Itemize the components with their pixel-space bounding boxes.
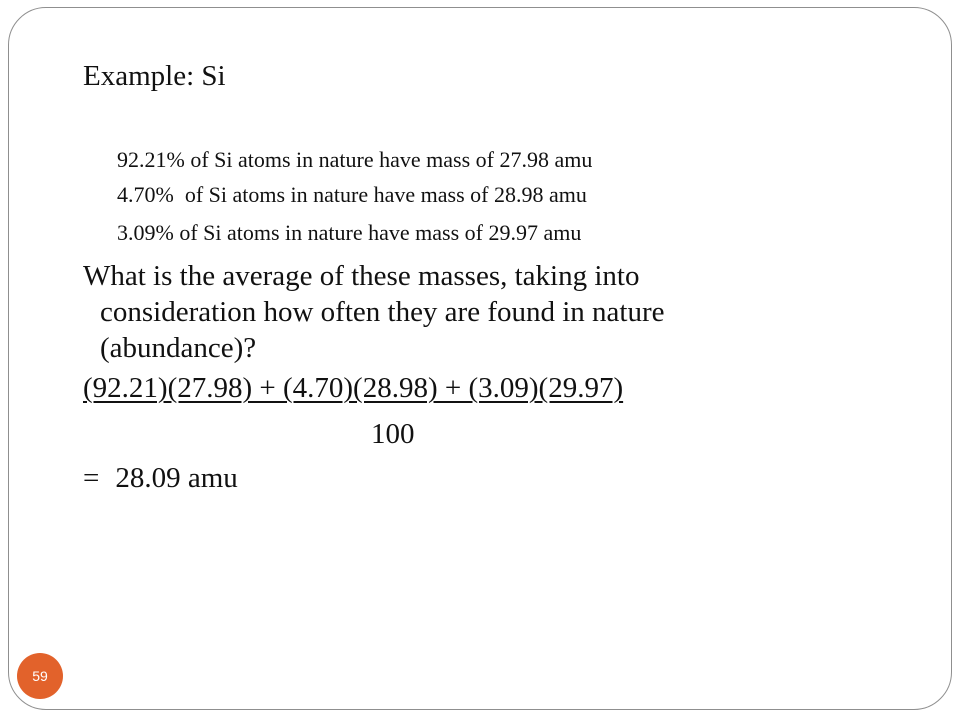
equation-denominator: 100	[371, 418, 415, 450]
result-value: 28.09 amu	[115, 462, 238, 494]
question-line-3: (abundance)?	[100, 332, 257, 364]
result-line	[83, 464, 238, 493]
question-line-1: What is the average of these masses, taking into	[83, 260, 640, 292]
page-number: 59	[32, 668, 48, 684]
slide-title: Example: Si	[83, 60, 226, 92]
isotope-line-2: 4.70% of Si atoms in nature have mass of 28.98 amu	[117, 182, 587, 207]
equation-numerator: (92.21)(27.98) + (4.70)(28.98) + (3.09)(29.97)	[83, 372, 624, 404]
question-line-2: consideration how often they are found in nature	[100, 296, 665, 328]
page-number-badge	[17, 653, 63, 699]
equals-sign: =	[83, 462, 100, 494]
isotope-line-3: 3.09% of Si atoms in nature have mass of 29.97 amu	[117, 220, 582, 245]
isotope-line-1: 92.21% of Si atoms in nature have mass of 27.98 amu	[117, 147, 593, 172]
